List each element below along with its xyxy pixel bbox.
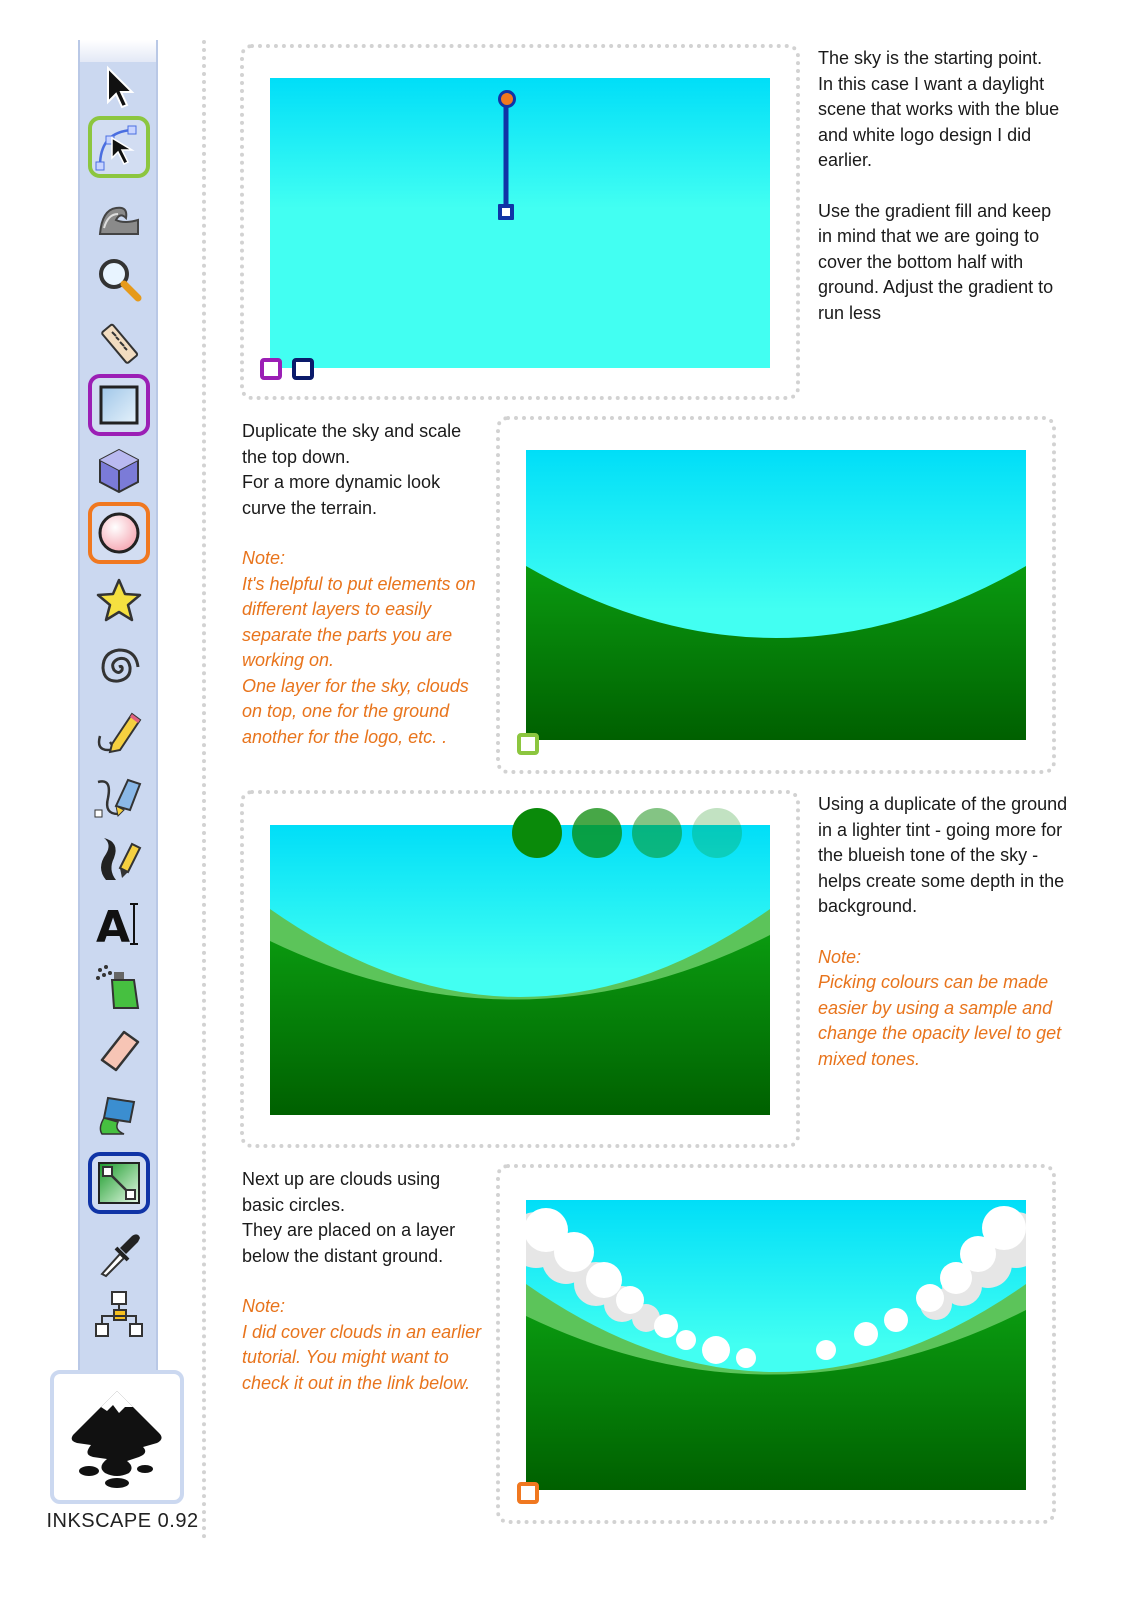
pencil-tool[interactable] [88, 700, 150, 762]
rectangle-tool-marker [260, 358, 282, 380]
arrow-icon [94, 62, 144, 112]
measure-tool[interactable] [88, 312, 150, 374]
node-editor-icon [94, 122, 144, 172]
opacity-swatch [572, 808, 622, 858]
spiral-tool[interactable] [88, 636, 150, 698]
text-tool[interactable] [88, 892, 150, 954]
gradient-tool[interactable] [88, 1152, 150, 1214]
opacity-swatch [692, 808, 742, 858]
gradient-icon [94, 1158, 144, 1208]
gradient-start-handle[interactable] [498, 90, 516, 108]
gradient-tool-marker [292, 358, 314, 380]
step2-terrain-scene [526, 450, 1026, 740]
step1-paragraph: Use the gradient fill and keep in mind that we are going to cover the bottom half with ground. Adjust the gradient to run less [818, 200, 1054, 323]
3d-box-tool[interactable] [88, 440, 150, 502]
tool-toolbar [78, 40, 158, 1400]
step1-paragraph: The sky is the starting point. In this case I want a daylight scene that works with the blue and white logo design I did earlier. [818, 48, 1060, 170]
paint-bucket-tool[interactable] [88, 1082, 150, 1144]
dropper-icon [94, 1228, 144, 1278]
rectangle-tool[interactable] [88, 374, 150, 436]
spray-tool[interactable] [88, 956, 150, 1018]
step4-description [242, 1167, 487, 1396]
opacity-swatch [632, 808, 682, 858]
connector-tool[interactable] [88, 1284, 150, 1346]
star-icon [94, 576, 144, 626]
text-icon [94, 898, 144, 948]
step1-description [818, 46, 1068, 351]
step4-clouds-scene [526, 1200, 1026, 1490]
magnifier-icon [94, 254, 144, 304]
tweak-tool[interactable] [88, 184, 150, 246]
ellipse-tool-marker [517, 1482, 539, 1504]
pen-tool[interactable] [88, 764, 150, 826]
cube-icon [94, 446, 144, 496]
opacity-swatch [512, 808, 562, 858]
ruler-icon [94, 318, 144, 368]
step1-sky-scene [270, 78, 770, 368]
step3-depth-scene [270, 825, 770, 1115]
step3-text: Using a duplicate of the ground in a lighter tint - going more for the blueish tone of the sky - helps create some depth in the background. [818, 794, 1068, 916]
version-label: INKSCAPE 0.92 [46, 1510, 199, 1532]
gradient-end-handle[interactable] [498, 204, 514, 220]
step2-note-title: Note: [242, 548, 286, 568]
node-tool[interactable] [88, 116, 150, 178]
spray-icon [94, 962, 144, 1012]
inkscape-logo-icon [67, 1385, 167, 1489]
step4-note: I did cover clouds in an earlier tutorial. You might want to check it out in the link below. [242, 1321, 482, 1393]
dropper-tool[interactable] [88, 1222, 150, 1284]
calligraphy-tool[interactable] [88, 828, 150, 890]
step3-note-title: Note: [818, 946, 862, 967]
calligraphy-icon [94, 834, 144, 884]
svg-text:A: A [96, 902, 131, 948]
column-divider [202, 40, 206, 1540]
pencil-icon [94, 706, 144, 756]
step2-description [242, 419, 487, 750]
node-tool-marker [517, 733, 539, 755]
rectangle-icon [94, 380, 144, 430]
step3-description [818, 792, 1068, 1072]
bucket-icon [94, 1088, 144, 1138]
step2-note: It's helpful to put elements on different layers to easily separate the parts you are working on. One layer for the sky, clouds on top, one for the ground another for the logo, etc. . [242, 573, 476, 747]
spiral-icon [94, 642, 144, 692]
connector-icon [94, 1290, 144, 1340]
eraser-icon [94, 1026, 144, 1076]
step2-text: Duplicate the sky and scale the top down. For a more dynamic look curve the terrain. [242, 421, 462, 518]
star-tool[interactable] [88, 570, 150, 632]
eraser-tool[interactable] [88, 1020, 150, 1082]
inkscape-logo [50, 1370, 184, 1504]
ellipse-tool[interactable] [88, 502, 150, 564]
wave-icon [94, 190, 144, 240]
zoom-tool[interactable] [88, 248, 150, 310]
step4-note-title: Note: [242, 1296, 286, 1316]
step3-note: Picking colours can be made easier by using a sample and change the opacity level to get mixed tones. [818, 972, 1062, 1069]
selector-tool[interactable] [88, 56, 150, 118]
ellipse-icon [94, 508, 144, 558]
pen-icon [94, 770, 144, 820]
step4-text: Next up are clouds using basic circles. They are placed on a layer below the distant ground. [242, 1169, 456, 1266]
